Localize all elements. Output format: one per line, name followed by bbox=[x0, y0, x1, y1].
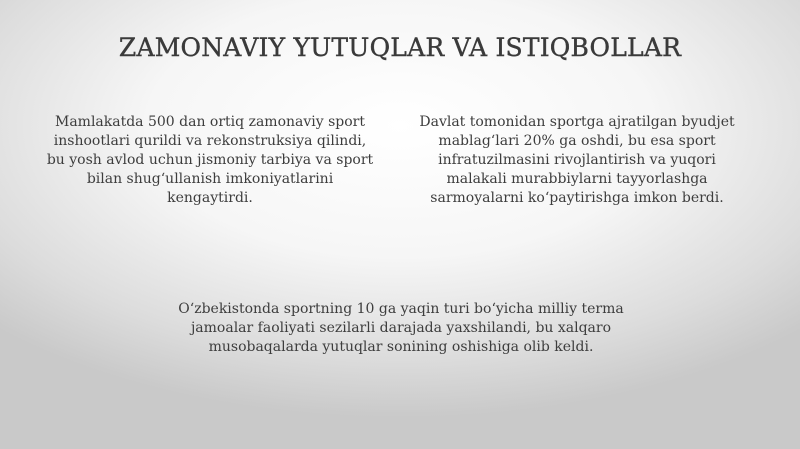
slide-title: ZAMONAVIY YUTUQLAR VA ISTIQBOLLAR bbox=[118, 33, 682, 62]
paragraph-sport-budget: Davlat tomonidan sportga ajratilgan byudjet mablagʻlari 20% ga oshdi, bu esa sport infratuzilmasini rivojlantirish va yuqori malakali murabbiylarni tayyorlashga sarmoyalarni koʻpaytirishga imkon berdi. bbox=[419, 114, 735, 206]
paragraph-national-teams: Oʻzbekistonda sportning 10 ga yaqin turi boʻyicha milliy terma jamoalar faoliyati sezilarli darajada yaxshilandi, bu xalqaro musobaqalarda yutuqlar sonining oshishiga olib keldi. bbox=[178, 301, 624, 355]
paragraph-sport-facilities: Mamlakatda 500 dan ortiq zamonaviy sport inshootlari qurildi va rekonstruksiya qilindi, bu yosh avlod uchun jismoniy tarbiya va sport bilan shugʻullanish imkoniyatlarini kengaytirdi. bbox=[46, 114, 374, 206]
